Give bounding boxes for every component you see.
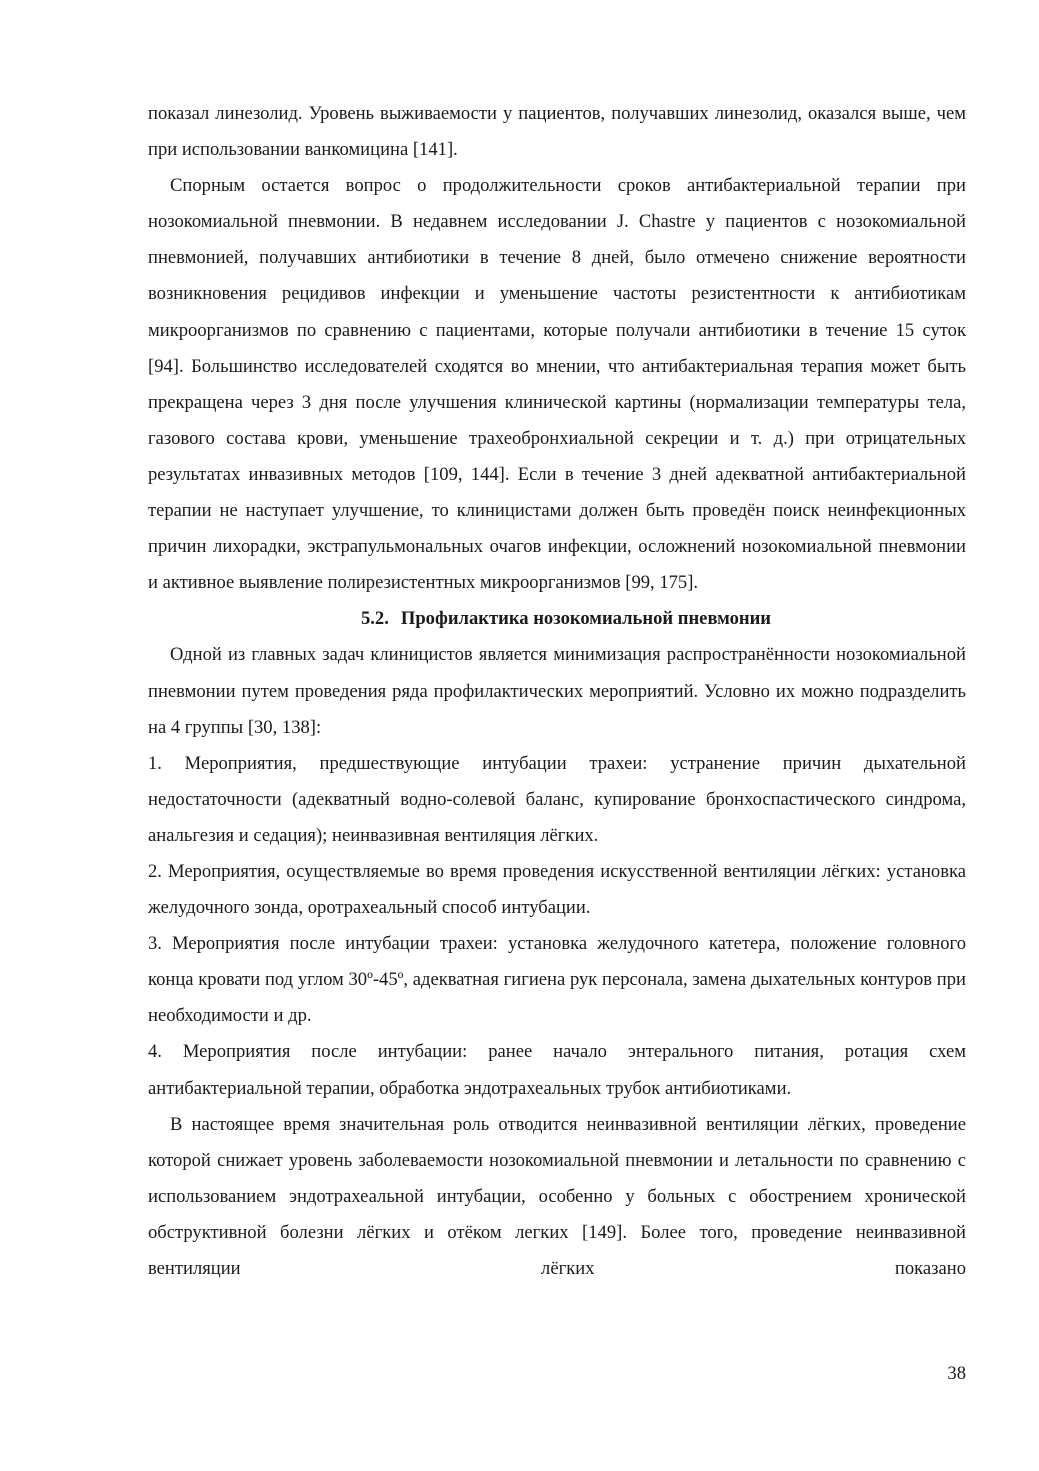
section-number: 5.2.: [360, 608, 389, 630]
section-title: Профилактика нозокомиальной пневмонии: [400, 608, 772, 630]
list-item-group-2: 2. Мероприятия, осуществляемые во время проведения искусственной вентиляции лёгких: установка желудочного зонда, оротрахеальный способ интубации.: [148, 860, 966, 919]
paragraph-linezolid-survival: показал линезолид. Уровень выживаемости у пациентов, получавших линезолид, оказался выше, чем при использовании ванкомицина [141].: [148, 103, 966, 161]
paragraph-therapy-duration: Спорным остается вопрос о продолжительности сроков антибактериальной терапии при нозокомиальной пневмонии. В недавнем исследовании J. Chastre у пациентов с нозокомиальной пневмонией, получавших антибиотики в течение 8 дней, было отмечено снижение вероятности возникновения рецидивов инфекции и уменьшение частоты резистентности к антибиотикам микроорганизмов по сравнению с пациентами, которые получали антибиотики в течение 15 суток [94]. Большинство исследователей сходятся во мнении, что антибактериальная терапия может быть прекращена через 3 дня после улучшения клинической картины (нормализации температуры тела, газового состава крови, уменьшение трахеобронхиальной секреции и т. д.) при отрицательных результатах инвазивных методов [109, 144]. Если в течение 3 дней адекватной антибактериальной терапии не наступает улучшение, то клиницистами должен быть проведён поиск неинфекционных причин лихорадки, экстрапульмональных очагов инфекции, осложнений нозокомиальной пневмонии и активное выявление полирезистентных микроорганизмов [99, 175].: [148, 175, 966, 594]
paragraph-noninvasive-ventilation: В настоящее время значительная роль отводится неинвазивной вентиляции лёгких, проведение которой снижает уровень заболеваемости нозокомиальной пневмонии и летальности по сравнению с использованием эндотрахеальной интубации, особенно у больных с обострением хронической обструктивной болезни лёгких и отёком легких [149]. Более того, проведение неинвазивной вентиляции лёгких показано: [148, 1113, 966, 1279]
page-number: 38: [947, 1363, 966, 1384]
document-page: [148, 96, 966, 1287]
list-item-group-4: 4. Мероприятия после интубации: ранее начало энтерального питания, ротация схем антибактериальной терапии, обработка эндотрахеальных трубок антибиотиками.: [148, 1041, 966, 1099]
paragraph-prevention-intro: Одной из главных задач клиницистов является минимизация распространённости нозокомиальной пневмонии путем проведения ряда профилактических мероприятий. Условно их можно подразделить на 4 группы [30, 138]:: [148, 644, 966, 738]
section-heading: [148, 601, 966, 637]
list-item-group-3: 3. Мероприятия после интубации трахеи: установка желудочного катетера, положение головного конца кровати под углом 30º-45º, адекватная гигиена рук персонала, замена дыхательных контуров при необходимости и др.: [148, 933, 966, 1027]
list-item-group-1: 1. Мероприятия, предшествующие интубации трахеи: устранение причин дыхательной недостаточности (адекватный водно-солевой баланс, купирование бронхоспастического синдрома, анальгезия и седация); неинвазивная вентиляция лёгких.: [148, 752, 966, 846]
